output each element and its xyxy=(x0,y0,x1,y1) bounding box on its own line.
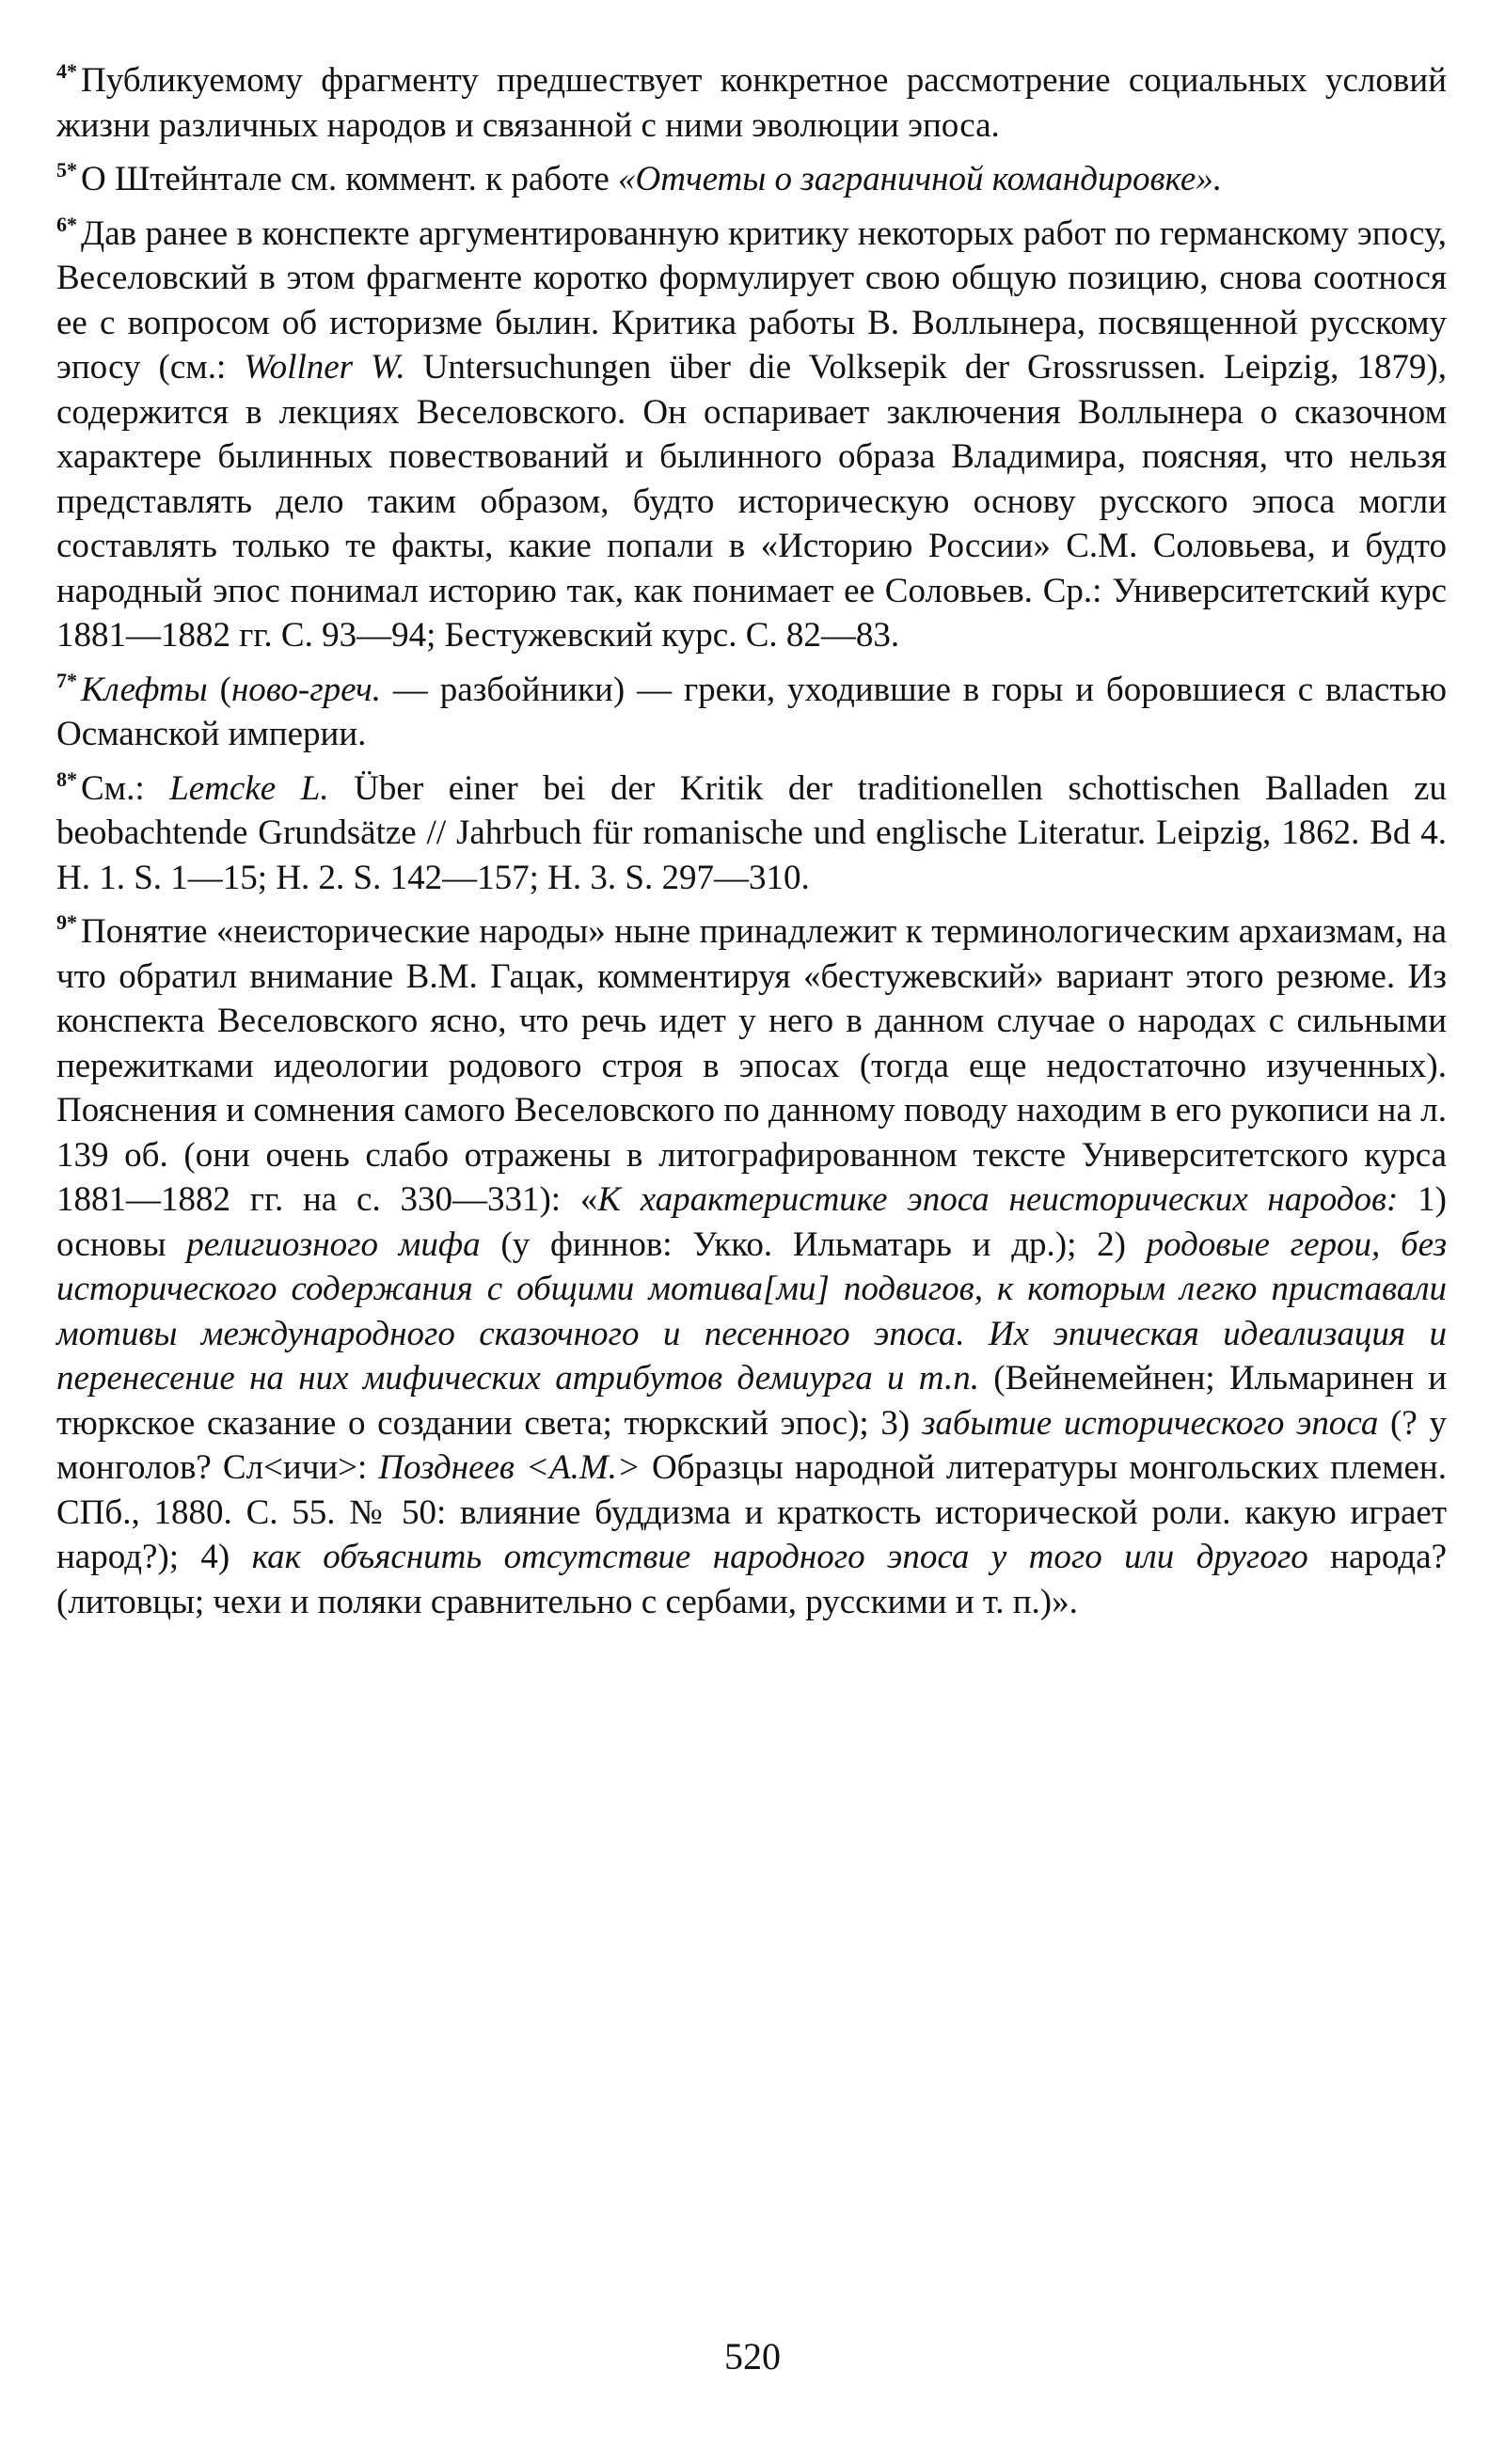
footnote-marker: 7* xyxy=(56,668,77,692)
footnote-text-italic: религиозного мифа xyxy=(186,1224,481,1264)
footnote xyxy=(56,757,1447,901)
footnote-text: (у финнов: Укко. Ильматарь и др.); 2) xyxy=(480,1224,1147,1264)
footnote-text: (? у монголов? Сл<ичи>: xyxy=(56,1403,1447,1487)
footnote-text-italic: как объяснить отсутствие народного эпоса у того или другого xyxy=(251,1538,1308,1576)
footnote-text: 1) основы xyxy=(56,1180,1448,1264)
footnote-text: — разбойники) — греки, уходившие в горы и боровшиеся с властью Османской империи. xyxy=(56,670,1448,753)
footnote-text: О Штейнтале см. коммент. к работе xyxy=(81,160,618,198)
footnote-text-italic: Клефты xyxy=(81,670,208,709)
footnote-marker: 4* xyxy=(56,59,77,83)
footnote-text: Untersuchungen über die Volksepik der Grossrussen. Leipzig, 1879), содержится в лекциях Веселовского. Он оспаривает заключения Воллынера о сказочном характере былинных повествований и былинного образа Владимира, поясняя, что нельзя представлять дело таким образом, будто историческую основу русского эпоса могли составлять только те факты, какие попали в «Историю России» С.М. Соловьева, и будто народный эпос понимал историю так, как понимает ее Соловьев. Ср.: Университетский курс 1881—1882 гг. С. 93—94; Бестужевский курс. С. 82—83. xyxy=(56,348,1447,655)
page-number: 520 xyxy=(724,2335,781,2377)
footnote-text-italic: забытие исторического эпоса xyxy=(921,1403,1379,1443)
footnote-text-italic: К характеристике эпоса неисторических народов: xyxy=(597,1180,1399,1219)
footnote xyxy=(56,202,1447,658)
footnote-text-italic: ново-греч. xyxy=(230,670,381,709)
footnote-marker: 8* xyxy=(56,766,77,791)
footnote-text-italic: «Отчеты о заграничной командировке». xyxy=(618,160,1223,198)
footnote-text: Публикуемому фрагменту предшествует конкретное рассмотрение социальных условий жизни различных народов и связанной с ними эволюции эпоса. xyxy=(56,61,1447,145)
footnote-marker: 6* xyxy=(56,212,77,236)
footnote xyxy=(56,49,1447,148)
footnote xyxy=(56,658,1447,757)
footnote-text-italic: Позднеев <А.М.> xyxy=(378,1448,641,1487)
footnote-marker: 5* xyxy=(56,158,77,182)
footnote-text: ( xyxy=(207,670,231,709)
footnote xyxy=(56,900,1447,1624)
footnote-text: См.: xyxy=(81,768,170,808)
footnote-marker: 9* xyxy=(56,910,77,934)
footnote-text: (Вейнемейнен; Ильмаринен и тюркское сказание о создании света; тюркский эпос); 3) xyxy=(56,1359,1448,1443)
footnote-text: народа? (литовцы; чехи и поляки сравнительно с сербами, русскими и т. п.)». xyxy=(56,1538,1448,1621)
footnote-text: Понятие «неисторические народы» ныне принадлежит к терминологическим архаизмам, на что обратил внимание В.М. Гацак, комментируя «бестужевский» вариант этого резюме. Из конспекта Веселовского ясно, что речь идет у него в данном случае о народах с сильными пережитками идеологии родового строя в эпосах (тогда еще недостаточно изученных). Пояснения и сомнения самого Веселовского по данному поводу находим в его рукописи на л. 139 об. (они очень слабо отражены в литографированном тексте Университетского курса 1881—1882 гг. на с. 330—331): « xyxy=(56,912,1447,1219)
footnote-text-italic: Lemcke L. xyxy=(169,768,329,808)
footnotes-block xyxy=(56,49,1447,1624)
footnote-text: Образцы народной литературы монгольских племен. СПб., 1880. С. 55. № 50: влияние буддизма и краткость исторической роли. какую играет народ?); 4) xyxy=(56,1448,1447,1576)
footnote-text: Über einer bei der Kritik der traditionellen schottischen Balladen zu beobachtende Grundsätze // Jahrbuch für romanische und englische Literatur. Leipzig, 1862. Bd 4. H. 1. S. 1—15; H. 2. S. 142—157; H. 3. S. 297—310. xyxy=(56,768,1447,897)
footnote xyxy=(56,148,1447,202)
footnote-text-italic: родовые герои, без исторического содержания с общими мотива[ми] подвигов, к которым легко приставали мотивы международного сказочного и песенного эпоса. Их эпическая идеализация и перенесение на них мифических атрибутов демиурга и т.п. xyxy=(56,1224,1447,1398)
footnote-text-italic: Wollner W. xyxy=(244,348,405,387)
footnote-text: Дав ранее в конспекте аргументированную критику некоторых работ по германскому эпосу, Веселовский в этом фрагменте коротко формулирует свою общую позицию, снова соотнося ее с вопросом об историзме былин. Критика работы В. Воллынера, посвященной русскому эпосу (см.: xyxy=(56,213,1447,387)
